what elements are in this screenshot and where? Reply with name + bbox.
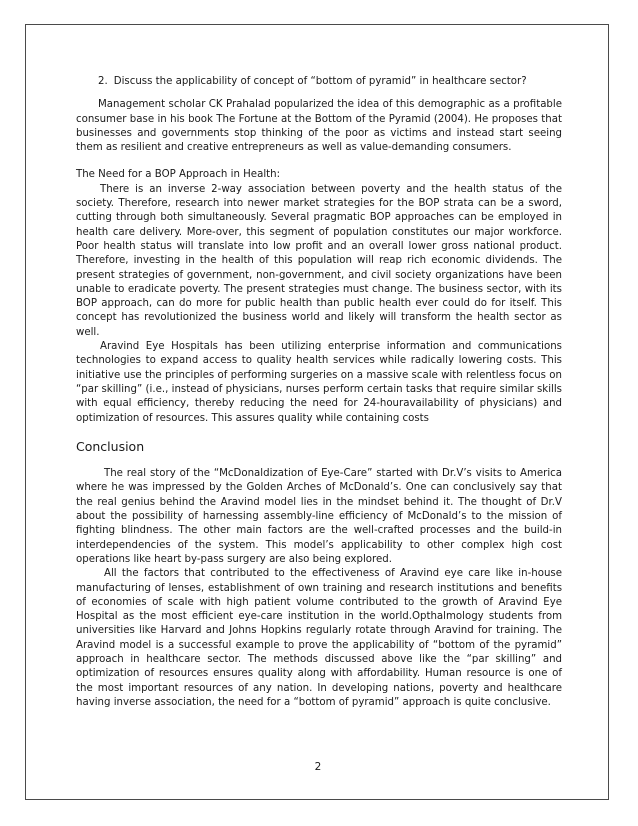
question-line <box>76 75 562 89</box>
question-number: 2. <box>98 76 108 87</box>
conclusion-paragraph-2: All the factors that contributed to the effectiveness of Aravind eye care like in-house manufacturing of lenses, establishment of own training and research institutions and benefits of economies of scale with high patient volume contributed to the growth of Aravind Eye Hospital as the most efficient eye-care institution in the world.Opthalmology students from universities like Harvard and Johns Hopkins regularly rotate through Aravind for training. The Aravind model is a successful example to prove the applicability of “bottom of the pyramid” approach in healthcare sector. The methods discussed above like the “par skilling” and optimization of resources ensures quality along with affordability. Human resource is one of the most important resources of any nation. In developing nations, poverty and healthcare having inverse association, the need for a “bottom of pyramid” approach is quite conclusive. <box>76 568 562 708</box>
body-paragraph-1: There is an inverse 2-way association between poverty and the health status of the society. Therefore, research into newer market strategies for the BOP strata can be a sword, cutting through both simultaneously. Several pragmatic BOP approaches can be employed in health care delivery. More-over, this segment of population constitutes our major workforce. Poor health status will translate into low profit and an overall lower gross national product. Therefore, investing in the health of this population will reap rich economic dividends. The present strategies of government, non-government, and civil society organizations have been unable to eradicate poverty. The present strategies must change. The business sector, with its BOP approach, can do more for public health than public health ever could do for itself. This concept has revolutionized the business world and likely will transform the health sector as well. <box>76 183 562 338</box>
conclusion-heading: Conclusion <box>76 438 145 454</box>
question-text: Discuss the applicability of concept of “bottom of pyramid” in healthcare sector? <box>113 76 527 87</box>
body-paragraph-2: Aravind Eye Hospitals has been utilizing enterprise information and communications technologies to expand access to quality health services while radically lowering costs. This initiative use the principles of performing surgeries on a massive scale with relentless focus on “par skilling” (i.e., instead of physicians, nurses perform certain tasks that require similar skills with equal efficiency, thereby reducing the need for 24-houravailability of physicians) and optimization of resources. This assures quality while containing costs <box>76 341 562 424</box>
page-number: 2 <box>314 761 322 773</box>
section-subheading: The Need for a BOP Approach in Health: <box>76 169 281 181</box>
conclusion-paragraph-1: The real story of the “McDonaldization of Eye-Care” started with Dr.V’s visits to America where he was impressed by the Golden Arches of McDonald’s. One can conclusively say that the real genius behind the Aravind model lies in the mindset behind it. The thought of Dr.V about the possibility of harnessing assembly-line efficiency of McDonald’s to the mission of fighting blindness. The other main factors are the well-crafted processes and the build-in interdependencies of the system. This model’s applicability to other complex high cost operations like heart by-pass surgery are also being explored. <box>76 468 562 565</box>
page-content <box>76 75 562 710</box>
document-page <box>25 24 609 800</box>
intro-paragraph: Management scholar CK Prahalad popularized the idea of this demographic as a profitable consumer base in his book The Fortune at the Bottom of the Pyramid (2004). He proposes that businesses and governments stop thinking of the poor as victims and instead start seeing them as resilient and creative entrepreneurs as well as value-demanding consumers. <box>76 99 562 154</box>
